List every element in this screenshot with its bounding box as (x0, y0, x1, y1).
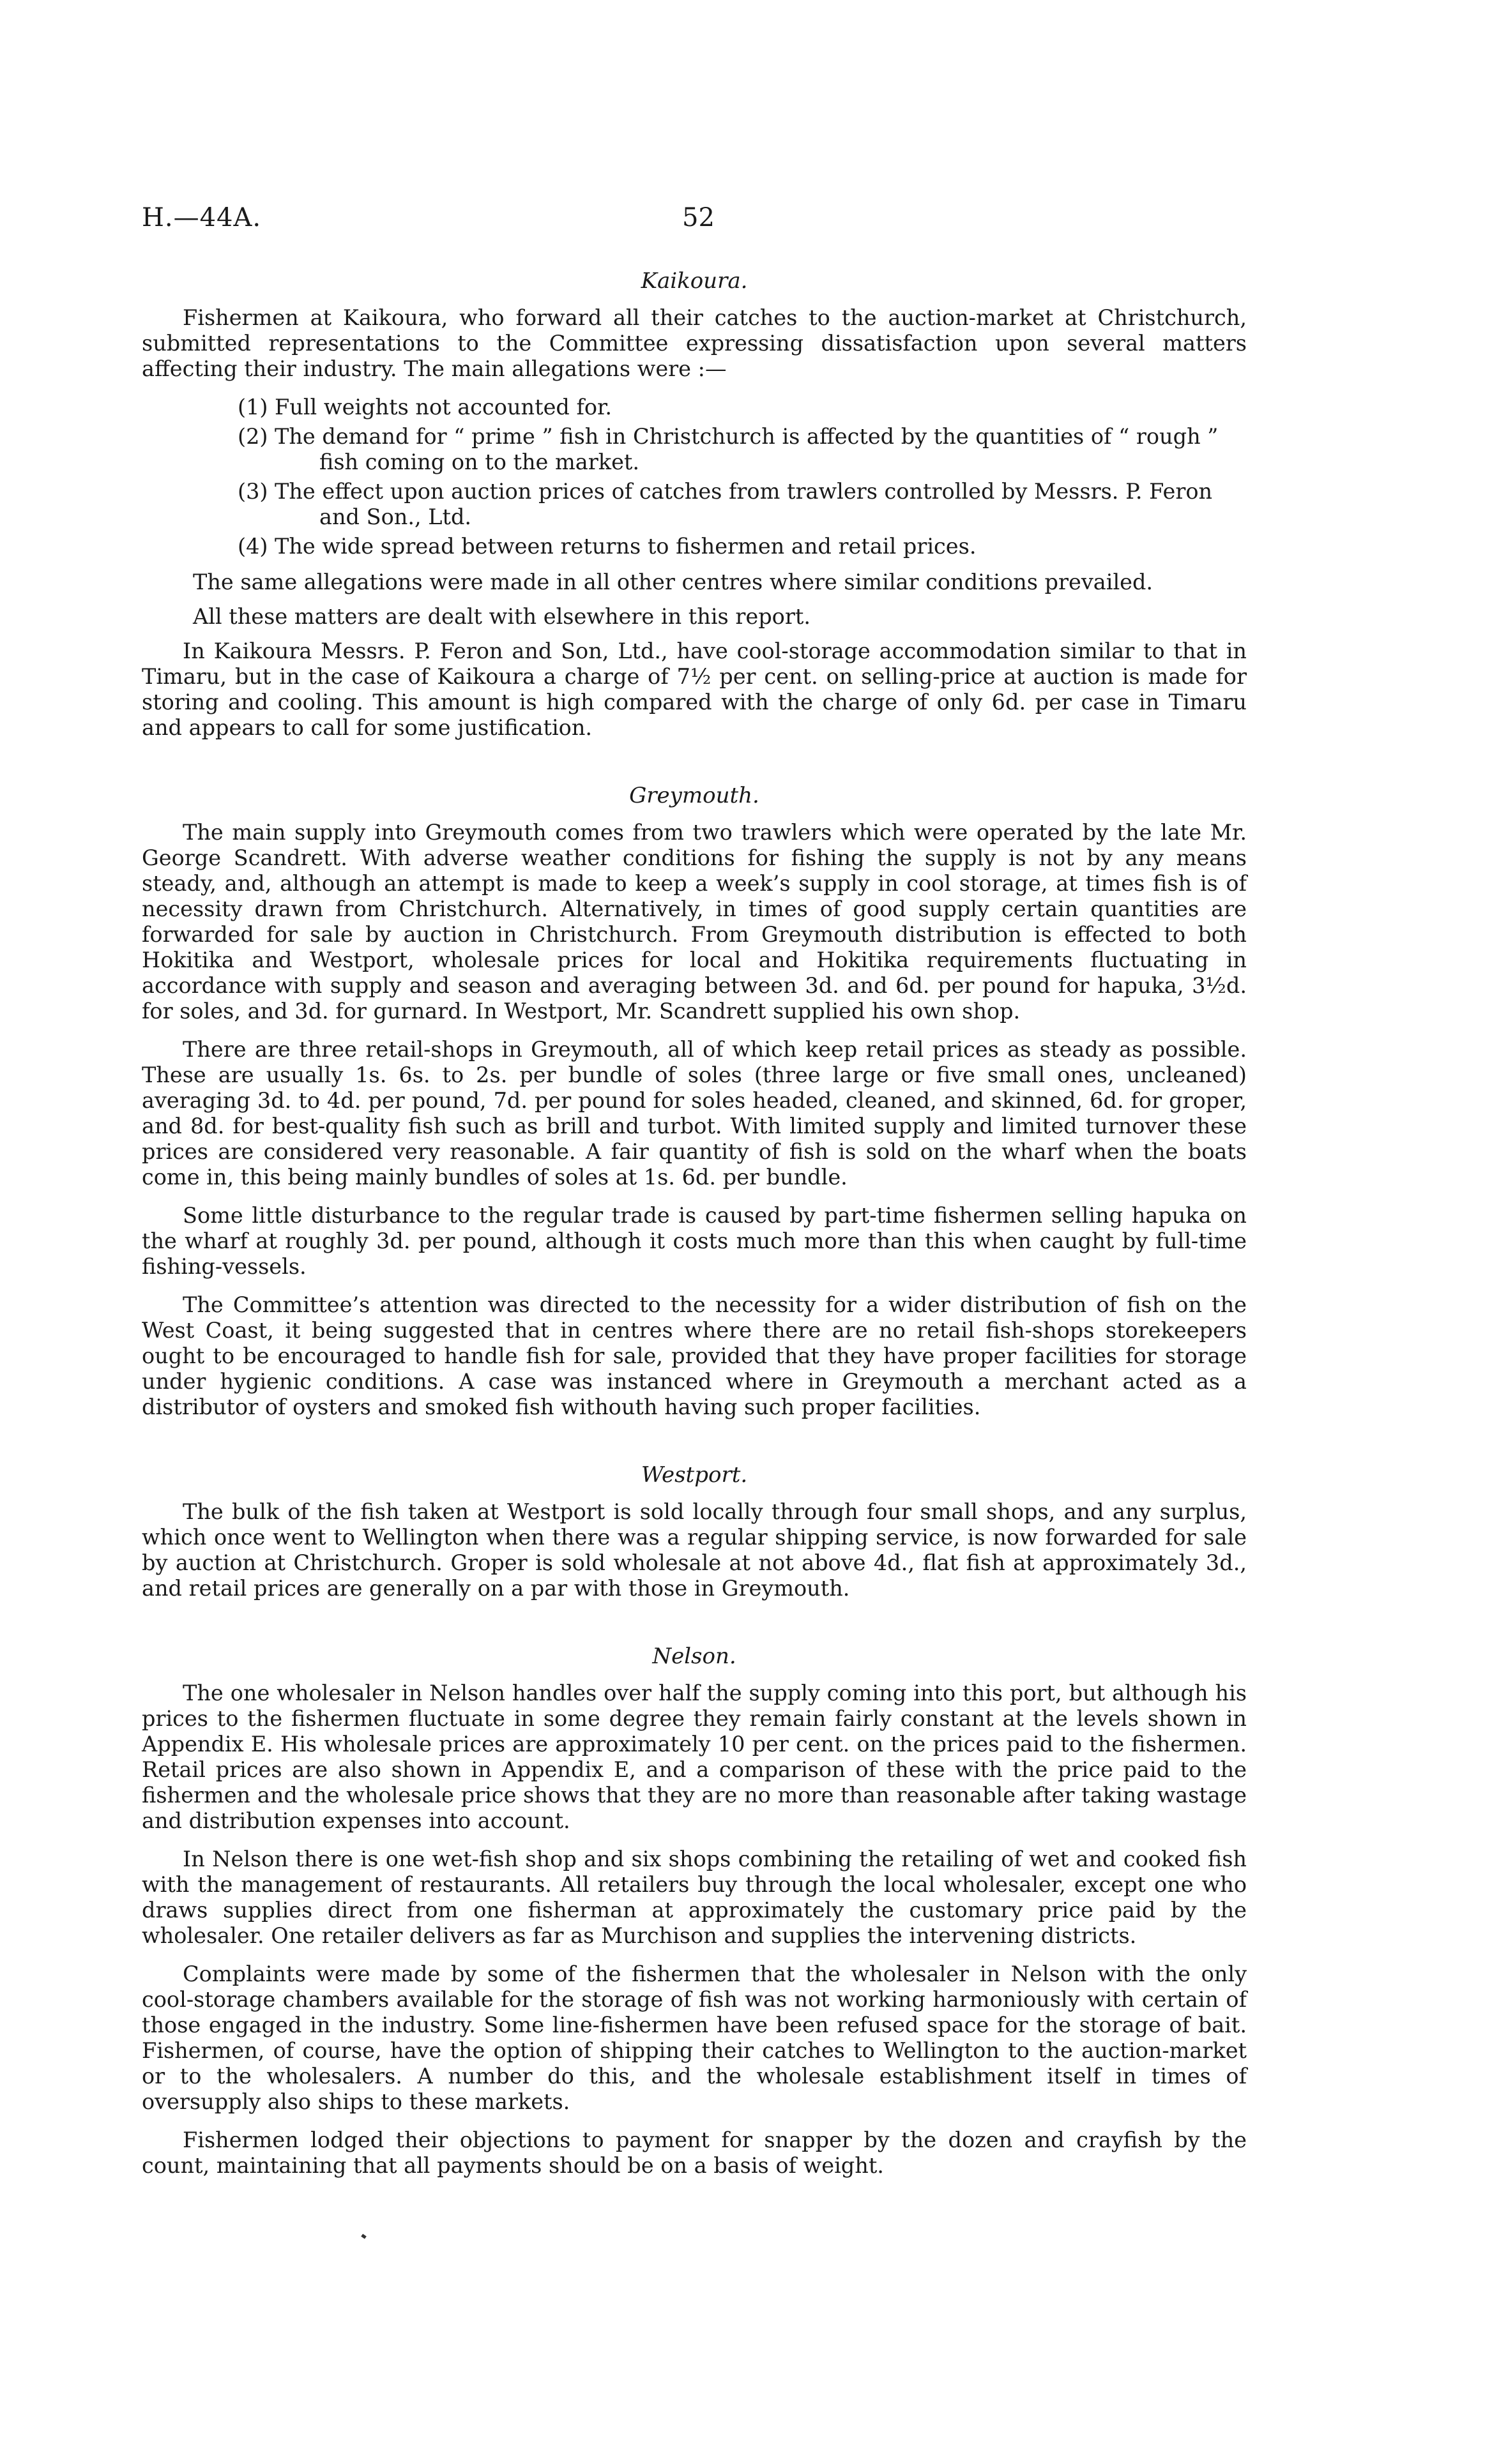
paragraph: In Kaikoura Messrs. P. Feron and Son, Ltd., have cool-storage accommodation similar to that in Timaru, but in the case of Kaikoura a charge of 7½ per cent. on selling-price at auction is made for storing and cooling. This amount is high compared with the charge of only 6d. per case in Timaru and appears to call for some justification. (142, 639, 1247, 740)
section-heading: Kaikoura. (641, 268, 748, 294)
list-text-line: Full weights not accounted for. (275, 395, 613, 419)
list-text-line: The wide spread between returns to fishermen and retail prices. (275, 534, 977, 559)
page-number: 52 (682, 203, 715, 232)
list-text-line: The effect upon auction prices of catches from trawlers controlled by Messrs. P. Feron (275, 479, 1213, 504)
allegations-list (238, 395, 1247, 559)
paragraph: The Committee’s attention was directed to the necessity for a wider distribution of fish on the West Coast, it being suggested that in centres where there are no retail fish-shops storekeepers ought to be encouraged to handle fish for sale, provided that they have proper facilities for storage under hygienic conditions. A case was instanced where in Greymouth a merchant acted as a distributor of oysters and smoked fish withouth having such proper facilities. (142, 1292, 1247, 1419)
list-item (238, 395, 1247, 420)
list-text-continuation: fish coming on to the market. (319, 450, 640, 474)
list-number: (2) (238, 424, 268, 449)
list-item (238, 424, 1247, 475)
paragraph: Some little disturbance to the regular trade is caused by part-time fishermen selling hapuka on the wharf at roughly 3d. per pound, although it costs much more than this when caught by full-time fishing-vessels. (142, 1203, 1247, 1279)
list-number: (1) (238, 395, 268, 419)
section-heading: Greymouth. (629, 783, 759, 808)
list-number: (3) (238, 479, 268, 504)
section-westport (142, 1462, 1247, 1601)
paragraph: The same allegations were made in all other centres where similar conditions prevailed. (193, 570, 1153, 594)
section-heading: Westport. (641, 1462, 748, 1488)
paragraph: Complaints were made by some of the fishermen that the wholesaler in Nelson with the only cool-storage chambers available for the storage of fish was not working harmoniously with certain of those engaged in the industry. Some line-fishermen have been refused space for the storage of bait. Fishermen, of course, have the option of shipping their catches to Wellington to the auction-market or to the wholesalers. A number do this, and the wholesale establishment itself in times of oversupply also ships to these markets. (142, 1961, 1247, 2114)
section-greymouth (142, 783, 1247, 1420)
list-text-line: The demand for “ prime ” fish in Christchurch is affected by the quantities of “ rough ” (275, 424, 1219, 449)
section-kaikoura (142, 268, 1247, 741)
paragraph: The one wholesaler in Nelson handles over half the supply coming into this port, but although his prices to the fishermen fluctuate in some degree they remain fairly constant at the levels shown in Appendix E. His wholesale prices are approximately 10 per cent. on the prices paid to the fishermen. Retail prices are also shown in Appendix E, and a comparison of these with the price paid to the fishermen and the wholesale price shows that they are no more than reasonable after taking wastage and distribution expenses into account. (142, 1681, 1247, 1833)
paragraph: Fishermen at Kaikoura, who forward all their catches to the auction-market at Christchurch, submitted representations to the Committee expressing dissatisfaction upon several matters affecting their industry. The main allegations were :— (142, 305, 1247, 381)
paragraph: In Nelson there is one wet-fish shop and six shops combining the retailing of wet and cooked fish with the management of restaurants. All retailers buy through the local wholesaler, except one who draws supplies direct from one fisherman at approximately the customary price paid by the wholesaler. One retailer delivers as far as Murchison and supplies the intervening districts. (142, 1847, 1247, 1948)
paragraph: Fishermen lodged their objections to payment for snapper by the dozen and crayfish by the count, maintaining that all payments should be on a basis of weight. (142, 2128, 1247, 2178)
section-nelson (142, 1644, 1247, 2179)
section-heading: Nelson. (652, 1644, 736, 1669)
list-text (275, 395, 1247, 420)
list-text (275, 534, 1247, 559)
list-text (275, 479, 1247, 530)
list-item (238, 479, 1247, 530)
paragraph: All these matters are dealt with elsewhere in this report. (193, 604, 811, 629)
paragraph: The bulk of the fish taken at Westport is sold locally through four small shops, and any surplus, which once went to Wellington when there was a regular shipping service, is now forwarded for sale by auction at Christchurch. Groper is sold wholesale at not above 4d., flat fish at approximately 3d., and retail prices are generally on a par with those in Greymouth. (142, 1499, 1247, 1601)
ink-speck (361, 2233, 367, 2239)
list-text-continuation: and Son., Ltd. (319, 504, 472, 529)
list-number: (4) (238, 534, 268, 559)
document-reference: H.—44A. (142, 203, 262, 232)
list-text (275, 424, 1247, 475)
paragraph: The main supply into Greymouth comes from two trawlers which were operated by the late Mr. George Scandrett. With adverse weather conditions for fishing the supply is not by any means steady, and, although an attempt is made to keep a week’s supply in cool storage, at times fish is of necessity drawn from Christchurch. Alternatively, in times of good supply certain quantities are forwarded for sale by auction in Christchurch. From Greymouth distribution is effected to both Hokitika and Westport, wholesale prices for local and Hokitika requirements fluctuating in accordance with supply and season and averaging between 3d. and 6d. per pound for hapuka, 3½d. for soles, and 3d. for gurnard. In Westport, Mr. Scandrett supplied his own shop. (142, 820, 1247, 1024)
list-item (238, 534, 1247, 559)
paragraph: There are three retail-shops in Greymouth, all of which keep retail prices as steady as possible. These are usually 1s. 6s. to 2s. per bundle of soles (three large or five small ones, uncleaned) averaging 3d. to 4d. per pound, 7d. per pound for soles headed, cleaned, and skinned, 6d. for groper, and 8d. for best-quality fish such as brill and turbot. With limited supply and limited turnover these prices are considered very reasonable. A fair quantity of fish is sold on the wharf when the boats come in, this being mainly bundles of soles at 1s. 6d. per bundle. (142, 1037, 1247, 1190)
document-body (142, 268, 1247, 2191)
